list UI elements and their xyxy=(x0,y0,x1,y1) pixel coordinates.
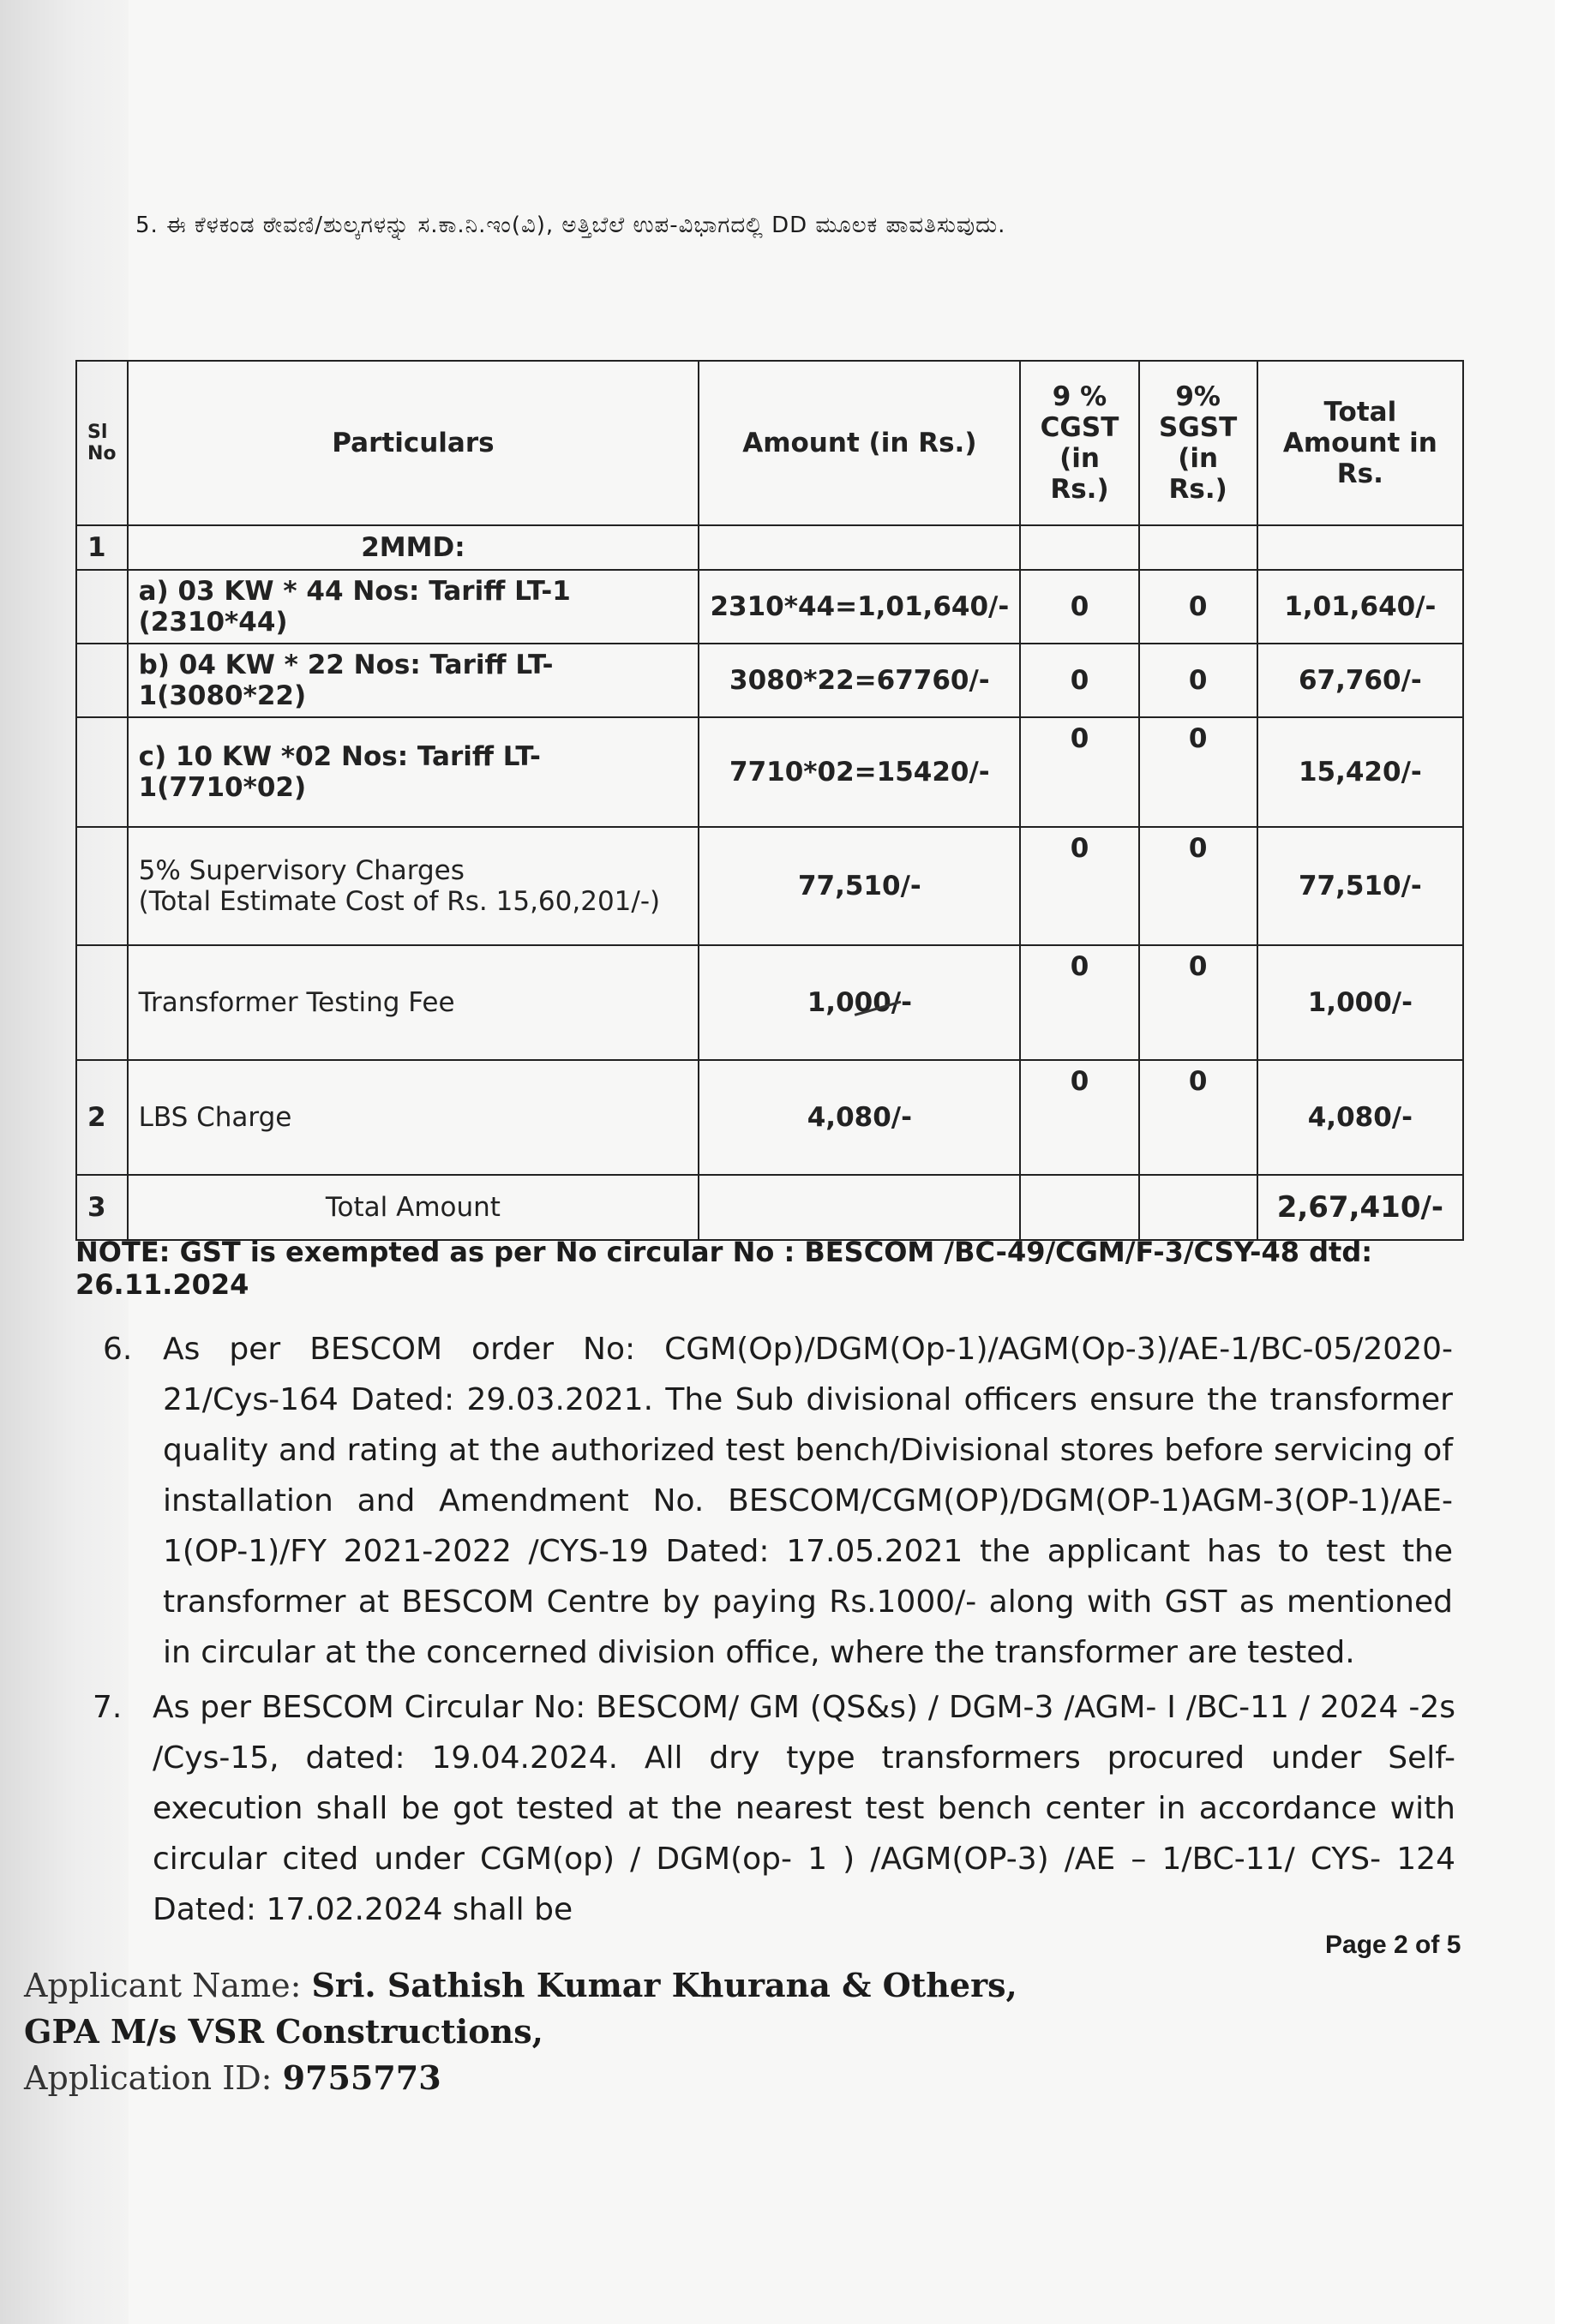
cell-total xyxy=(1257,525,1463,570)
cell-cgst: 0 xyxy=(1020,644,1138,717)
table-row xyxy=(76,945,1463,1060)
cell-amount: 77,510/- xyxy=(699,827,1020,945)
cell-total-label: Total Amount xyxy=(128,1175,699,1240)
paragraph-7-text: As per BESCOM Circular No: BESCOM/ GM (QS&s) / DGM-3 /AGM- I /BC-11 / 2024 -2s /Cys-15, dated: 19.04.2024. All dry type transformers procured under Self-execution shall be got tested at the nearest test bench center in accordance with circular cited under CGM(op) / DGM(op- 1 ) /AGM(OP-3) /AE – 1/BC-11/ CYS- 124 Dated: 17.02.2024 shall be xyxy=(153,1690,1455,1927)
cell-amount xyxy=(699,1175,1020,1240)
header-cgst: 9 % CGST (in Rs.) xyxy=(1020,361,1138,525)
cell-cgst xyxy=(1020,525,1138,570)
cell-sl xyxy=(76,945,128,1060)
cell-sgst: 0 xyxy=(1139,644,1257,717)
cell-sl xyxy=(76,570,128,644)
cell-amount: 2310*44=1,01,640/- xyxy=(699,570,1020,644)
header-particulars: Particulars xyxy=(128,361,699,525)
cell-cgst: 0 xyxy=(1020,827,1138,945)
header-total: Total Amount in Rs. xyxy=(1257,361,1463,525)
supervisory-line2: (Total Estimate Cost of Rs. 15,60,201/-) xyxy=(138,886,661,917)
cell-grand-total: 2,67,410/- xyxy=(1257,1175,1463,1240)
cell-amount: 7710*02=15420/- xyxy=(699,717,1020,827)
application-id: 9755773 xyxy=(282,2058,441,2097)
cell-total: 4,080/- xyxy=(1257,1060,1463,1175)
applicant-label: Applicant Name: xyxy=(24,1967,302,2004)
cell-total: 1,000/- xyxy=(1257,945,1463,1060)
table-row xyxy=(76,717,1463,827)
cell-amount: 1,000/- xyxy=(699,945,1020,1060)
cell-sgst: 0 xyxy=(1139,945,1257,1060)
paragraph-6 xyxy=(103,1324,1453,1678)
cell-sgst xyxy=(1139,1175,1257,1240)
cell-sl xyxy=(76,827,128,945)
cell-particulars: b) 04 KW * 22 Nos: Tariff LT-1(3080*22) xyxy=(128,644,699,717)
cell-sl: 2 xyxy=(76,1060,128,1175)
application-id-label: Application ID: xyxy=(24,2059,273,2097)
applicant-line xyxy=(24,1962,1017,2009)
cell-particulars: Transformer Testing Fee xyxy=(128,945,699,1060)
table-row xyxy=(76,525,1463,570)
table-row xyxy=(76,827,1463,945)
header-sl: Sl No xyxy=(76,361,128,525)
applicant-name: Sri. Sathish Kumar Khurana & Others, xyxy=(311,1966,1017,2004)
table-row xyxy=(76,570,1463,644)
cell-particulars: 2MMD: xyxy=(128,525,699,570)
table-row-total xyxy=(76,1175,1463,1240)
cell-sl xyxy=(76,717,128,827)
cell-sgst: 0 xyxy=(1139,570,1257,644)
cell-sl: 1 xyxy=(76,525,128,570)
cell-total: 77,510/- xyxy=(1257,827,1463,945)
cell-particulars: a) 03 KW * 44 Nos: Tariff LT-1 (2310*44) xyxy=(128,570,699,644)
cell-cgst: 0 xyxy=(1020,945,1138,1060)
cell-sl xyxy=(76,644,128,717)
cell-amount: 3080*22=67760/- xyxy=(699,644,1020,717)
header-amount: Amount (in Rs.) xyxy=(699,361,1020,525)
cell-total: 1,01,640/- xyxy=(1257,570,1463,644)
cell-sgst: 0 xyxy=(1139,1060,1257,1175)
cell-cgst: 0 xyxy=(1020,717,1138,827)
cell-cgst: 0 xyxy=(1020,570,1138,644)
cell-amount xyxy=(699,525,1020,570)
cell-sgst: 0 xyxy=(1139,827,1257,945)
cell-particulars-multiline xyxy=(128,827,699,945)
cell-sl: 3 xyxy=(76,1175,128,1240)
paragraph-6-number: 6. xyxy=(103,1332,133,1367)
cell-cgst: 0 xyxy=(1020,1060,1138,1175)
cell-total: 67,760/- xyxy=(1257,644,1463,717)
gst-note: NOTE: GST is exempted as per No circular No : BESCOM /BC-49/CGM/F-3/CSY-48 dtd: 26.11.2024 xyxy=(75,1236,1373,1301)
gpa-line: GPA M/s VSR Constructions, xyxy=(24,2012,543,2051)
applicant-block xyxy=(24,1962,1017,2101)
cell-amount: 4,080/- xyxy=(699,1060,1020,1175)
header-line: 5. ಈ ಕೆಳಕಂಡ ಠೇವಣಿ/ಶುಲ್ಕಗಳನ್ನು ಸ.ಕಾ.ನಿ.ಇಂ(ವಿ), ಅತ್ತಿಬೆಲೆ ಉಪ-ವಿಭಾಗದಲ್ಲಿ DD ಮೂಲಕ ಪಾವತಿಸುವುದು. xyxy=(135,213,1006,238)
cell-sgst: 0 xyxy=(1139,717,1257,827)
paragraph-6-text: As per BESCOM order No: CGM(Op)/DGM(Op-1)/AGM(Op-3)/AE-1/BC-05/2020-21/Cys-164 Dated: 29.03.2021. The Sub divisional officers ensure the transformer quality and rating at the authorized test bench/Divisional stores before servicing of installation and Amendment No. BESCOM/CGM(OP)/DGM(OP-1)AGM-3(OP-1)/AE-1(OP-1)/FY 2021-2022 /CYS-19 Dated: 17.05.2021 the applicant has to test the transformer at BESCOM Centre by paying Rs.1000/- along with GST as mentioned in circular at the concerned division office, where the transformer are tested. xyxy=(163,1332,1453,1670)
cell-total: 15,420/- xyxy=(1257,717,1463,827)
application-id-line xyxy=(24,2055,1017,2101)
charges-table xyxy=(75,360,1464,1241)
page-number: Page 2 of 5 xyxy=(1325,1931,1461,1959)
cell-cgst xyxy=(1020,1175,1138,1240)
table-row xyxy=(76,1060,1463,1175)
header-sgst: 9% SGST (in Rs.) xyxy=(1139,361,1257,525)
paragraph-7-number: 7. xyxy=(93,1690,123,1725)
cell-particulars: LBS Charge xyxy=(128,1060,699,1175)
table-row xyxy=(76,644,1463,717)
table-header-row xyxy=(76,361,1463,525)
cell-sgst xyxy=(1139,525,1257,570)
supervisory-line1: 5% Supervisory Charges xyxy=(138,855,465,886)
paragraph-7 xyxy=(93,1682,1455,1935)
page-edge xyxy=(1555,0,1584,2324)
cell-particulars: c) 10 KW *02 Nos: Tariff LT-1(7710*02) xyxy=(128,717,699,827)
